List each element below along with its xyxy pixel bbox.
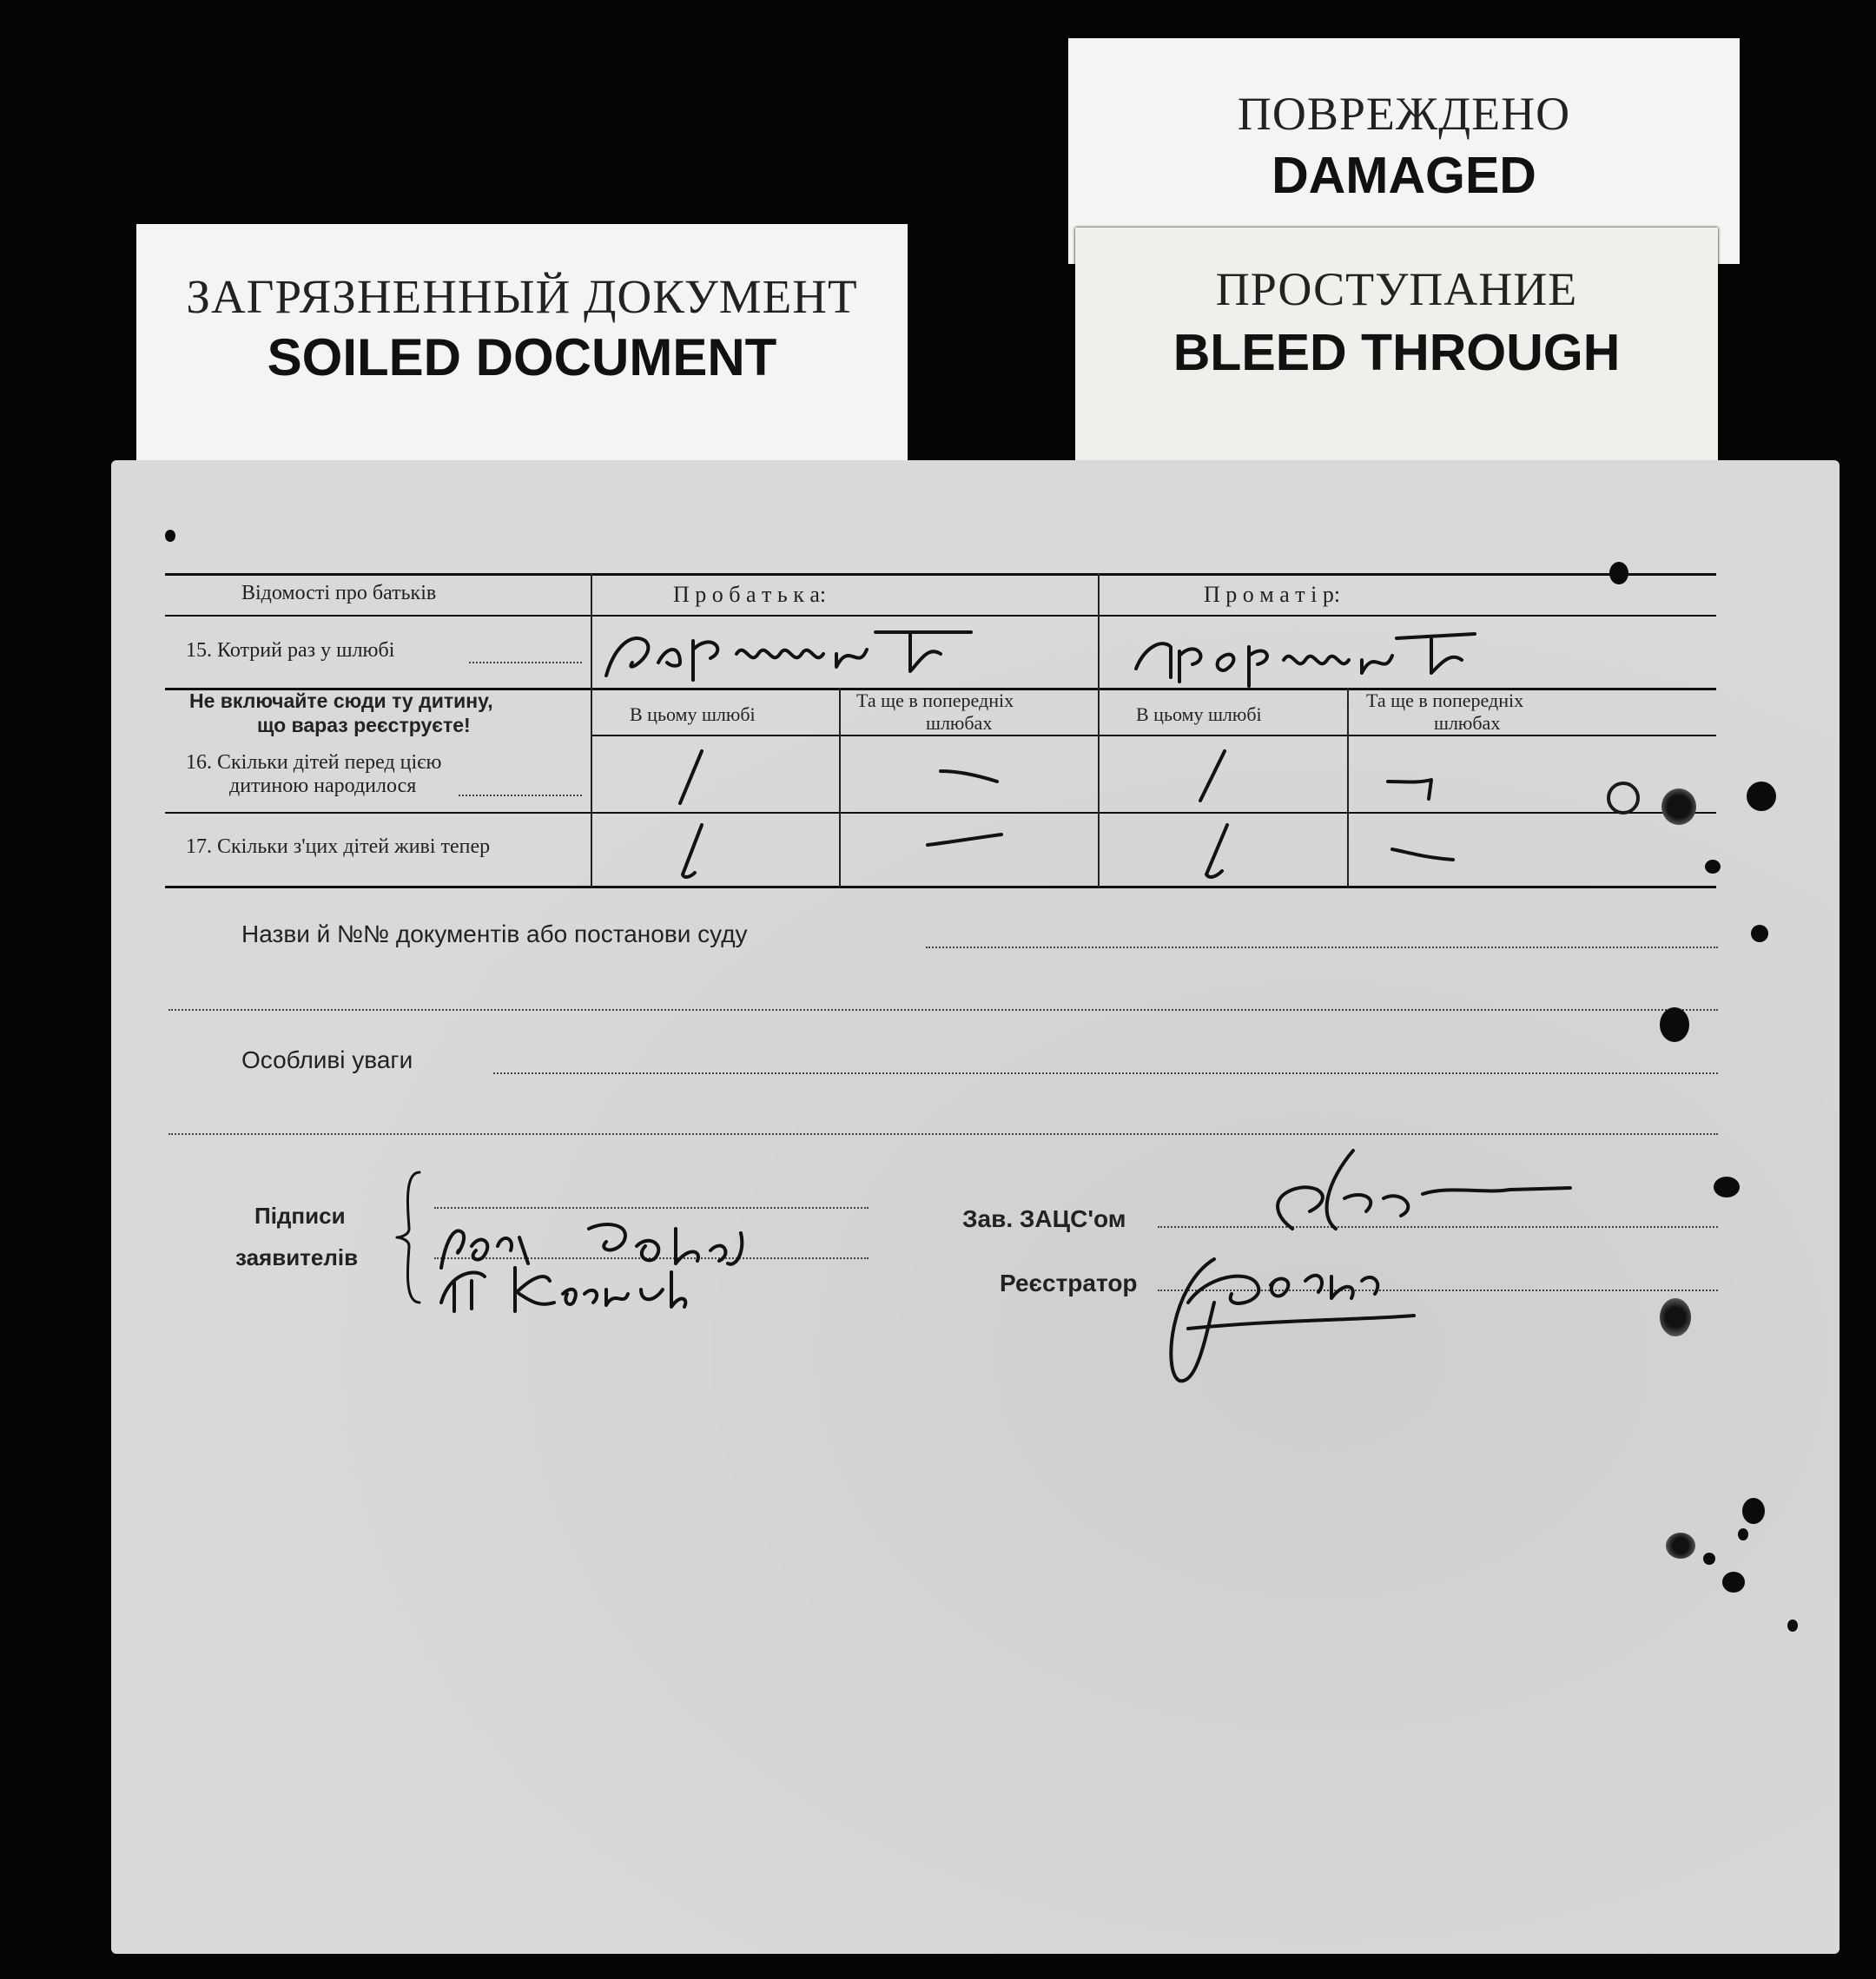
remarks-line-2	[168, 1133, 1718, 1135]
damaged-label-en: DAMAGED	[1272, 147, 1536, 204]
table-col-divider-3	[1098, 573, 1100, 887]
applicants-signatures-label-line2: заявителів	[235, 1244, 359, 1270]
father-prev-marriages-header-line2: шлюбах	[926, 712, 993, 734]
damage-hole-14	[1609, 562, 1628, 584]
registry-head-signature	[1223, 1146, 1622, 1242]
header-about-father: П р о б а т ь к а:	[673, 582, 827, 607]
table-col-divider-4	[1347, 688, 1349, 887]
row16-father-prev-value	[936, 764, 1006, 790]
row17-father-this-value	[667, 821, 719, 886]
exclude-child-note-line1: Не включайте сюди ту дитину,	[189, 689, 493, 712]
header-parents-info: Відомості про батьків	[241, 582, 437, 604]
table-bottom-rule	[165, 886, 1716, 888]
damage-hole-1	[1661, 788, 1696, 825]
applicants-brace	[393, 1168, 428, 1307]
registrar-signature	[1153, 1233, 1518, 1407]
row16-label-line2: дитиною народилося	[229, 775, 417, 797]
damage-hole-9	[1666, 1533, 1695, 1559]
documents-label: Назви й №№ документів або постанови суду	[241, 920, 748, 947]
mother-prev-marriages-header-line1: Та ще в попередніх	[1366, 689, 1524, 711]
remarks-line-1	[493, 1072, 1718, 1074]
table-subhead-rule	[591, 735, 1716, 736]
damage-hole-8	[1742, 1498, 1765, 1524]
applicant-signature-2	[433, 1255, 797, 1320]
bleed-through-label	[1075, 228, 1718, 464]
table-col-divider-1	[591, 573, 592, 887]
document-sheet	[111, 460, 1840, 1954]
damaged-label-ru: ПОВРЕЖДЕНО	[1237, 88, 1571, 140]
applicants-signatures-label-line1: Підписи	[254, 1203, 346, 1229]
soiled-document-label	[136, 224, 908, 460]
damage-hole-5	[1660, 1007, 1689, 1042]
row16-mother-this-value	[1188, 747, 1240, 808]
header-about-mother: П р о м а т і р:	[1204, 582, 1341, 607]
damage-hole-15	[165, 530, 175, 542]
table-top-rule	[165, 573, 1716, 576]
father-this-marriage-header: В цьому шлюбі	[630, 703, 756, 725]
damage-hole-ring-1	[1607, 782, 1640, 815]
soiled-label-ru: ЗАГРЯЗНЕННЫЙ ДОКУМЕНТ	[186, 270, 858, 323]
registrar-label: Реєстратор	[1000, 1270, 1138, 1296]
row16-father-this-value	[667, 747, 719, 808]
registry-head-label: Зав. ЗАЦС'ом	[962, 1205, 1126, 1232]
row17-father-prev-value	[923, 829, 1010, 855]
documents-line-2	[168, 1009, 1718, 1011]
soiled-label-en: SOILED DOCUMENT	[267, 328, 777, 386]
table-row16-rule	[165, 812, 1716, 814]
damage-hole-2	[1747, 782, 1776, 811]
mother-prev-marriages-header-line2: шлюбах	[1434, 712, 1501, 734]
row15-label: 15. Котрий раз у шлюбі	[186, 639, 395, 662]
row15-father-handwriting	[598, 615, 997, 693]
row15-mother-handwriting	[1127, 621, 1501, 699]
damage-hole-10	[1738, 1528, 1748, 1540]
row16-label-line1: 16. Скільки дітей перед цією	[186, 751, 442, 774]
table-col-divider-2	[839, 688, 841, 887]
row17-mother-prev-value	[1388, 842, 1466, 868]
documents-line-1	[926, 947, 1718, 948]
damage-hole-13	[1787, 1619, 1798, 1632]
bleed-label-ru: ПРОСТУПАНИЕ	[1215, 263, 1578, 315]
damage-hole-4	[1751, 925, 1768, 942]
exclude-child-note-line2: що вараз реєструєте!	[257, 714, 471, 736]
mother-this-marriage-header: В цьому шлюбі	[1136, 703, 1262, 725]
remarks-label: Особливі уваги	[241, 1046, 413, 1073]
row16-leader	[459, 795, 582, 796]
damage-hole-12	[1703, 1553, 1715, 1565]
row17-mother-this-value	[1192, 821, 1245, 886]
row16-mother-prev-value	[1384, 773, 1453, 808]
damage-hole-3	[1705, 860, 1721, 874]
damage-hole-11	[1722, 1572, 1745, 1593]
applicant-signature-line-1	[434, 1207, 869, 1209]
damage-hole-6	[1714, 1177, 1740, 1197]
damage-hole-7	[1660, 1298, 1691, 1336]
row15-leader	[469, 662, 582, 663]
father-prev-marriages-header-line1: Та ще в попередніх	[856, 689, 1014, 711]
row17-label: 17. Скільки з'цих дітей живі тепер	[186, 835, 491, 858]
bleed-label-en: BLEED THROUGH	[1172, 324, 1621, 381]
